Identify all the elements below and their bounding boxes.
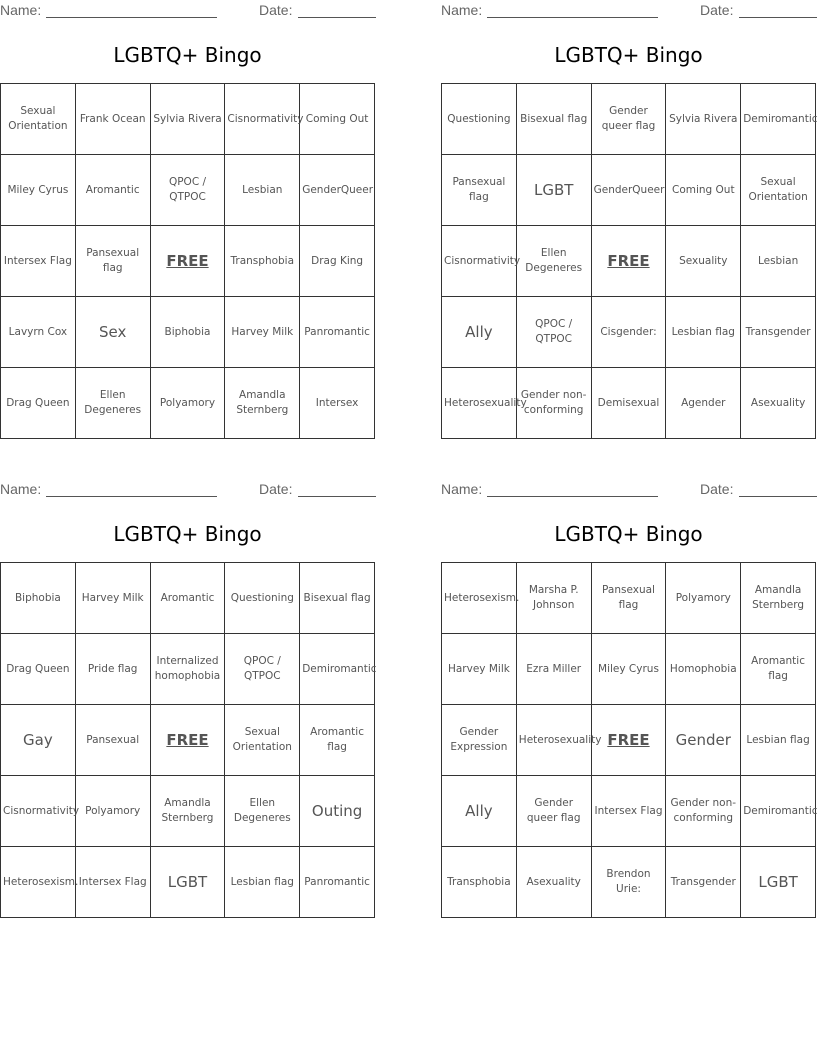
free-space[interactable]: FREE <box>150 226 225 297</box>
bingo-cell[interactable]: Harvey Milk <box>225 297 300 368</box>
bingo-cell[interactable]: Pansexual flag <box>442 155 517 226</box>
free-space[interactable]: FREE <box>150 705 225 776</box>
bingo-cell[interactable]: QPOC / QTPOC <box>225 634 300 705</box>
card-title: LGBTQ+ Bingo <box>554 43 703 67</box>
grid-row <box>1 155 375 226</box>
name-date-line <box>0 481 375 499</box>
name-field[interactable] <box>487 17 658 18</box>
bingo-cell[interactable]: Aromantic flag <box>300 705 375 776</box>
card-title: LGBTQ+ Bingo <box>554 522 703 546</box>
bingo-cell[interactable]: Harvey Milk <box>442 634 517 705</box>
bingo-cell[interactable]: Pride flag <box>75 634 150 705</box>
bingo-cell[interactable]: Ezra Miller <box>516 634 591 705</box>
bingo-cell[interactable]: Amandla Sternberg <box>150 776 225 847</box>
bingo-cell[interactable]: Polyamory <box>666 563 741 634</box>
bingo-cell[interactable]: Gender <box>666 705 741 776</box>
bingo-cell[interactable]: Ally <box>442 776 517 847</box>
name-date-line <box>0 2 375 20</box>
free-space[interactable]: FREE <box>591 226 666 297</box>
bingo-cell[interactable]: Pansexual <box>75 705 150 776</box>
bingo-cell[interactable]: Ellen Degeneres <box>75 368 150 439</box>
name-label: Name: <box>441 481 483 497</box>
grid-row <box>442 776 816 847</box>
bingo-cell[interactable]: Intersex Flag <box>1 226 76 297</box>
bingo-cell[interactable]: Frank Ocean <box>75 84 150 155</box>
bingo-cell[interactable]: QPOC / QTPOC <box>516 297 591 368</box>
grid-row <box>442 226 816 297</box>
bingo-cell[interactable]: Aromantic <box>75 155 150 226</box>
bingo-cell[interactable]: Heterosexuality <box>516 705 591 776</box>
bingo-cell[interactable]: Cisnormativity <box>1 776 76 847</box>
bingo-cell[interactable]: Lavyrn Cox <box>1 297 76 368</box>
bingo-cell[interactable]: GenderQueer <box>591 155 666 226</box>
date-label: Date: <box>700 481 734 497</box>
bingo-cell[interactable]: Bisexual flag <box>300 563 375 634</box>
grid-row <box>1 368 375 439</box>
bingo-grid <box>441 83 816 439</box>
bingo-cell[interactable]: Amandla Sternberg <box>225 368 300 439</box>
grid-row <box>442 847 816 918</box>
free-space[interactable]: FREE <box>591 705 666 776</box>
grid-row <box>1 705 375 776</box>
bingo-cell[interactable]: Questioning <box>442 84 517 155</box>
bingo-cell[interactable]: Demiromantic <box>741 84 816 155</box>
bingo-cell[interactable]: LGBT <box>741 847 816 918</box>
bingo-cell[interactable]: Internalized homophobia <box>150 634 225 705</box>
date-field[interactable] <box>739 17 817 18</box>
bingo-cell[interactable]: Polyamory <box>75 776 150 847</box>
bingo-cell[interactable]: Transphobia <box>225 226 300 297</box>
bingo-cell[interactable]: Panromantic <box>300 297 375 368</box>
bingo-cell[interactable]: Intersex <box>300 368 375 439</box>
date-field[interactable] <box>298 17 376 18</box>
bingo-cell[interactable]: Ellen Degeneres <box>225 776 300 847</box>
bingo-cell[interactable]: Bisexual flag <box>516 84 591 155</box>
card-title: LGBTQ+ Bingo <box>113 43 262 67</box>
bingo-cell[interactable]: Gender queer flag <box>516 776 591 847</box>
name-field[interactable] <box>46 496 217 497</box>
bingo-cell[interactable]: Drag Queen <box>1 368 76 439</box>
name-label: Name: <box>0 2 42 18</box>
bingo-cell[interactable]: Transgender <box>741 297 816 368</box>
grid-row <box>442 84 816 155</box>
bingo-cell[interactable]: Demiromantic <box>300 634 375 705</box>
name-date-line <box>441 2 816 20</box>
bingo-cell[interactable]: Pansexual flag <box>591 563 666 634</box>
grid-row <box>442 155 816 226</box>
bingo-cell[interactable]: Transphobia <box>442 847 517 918</box>
bingo-cell[interactable]: Sylvia Rivera <box>666 84 741 155</box>
bingo-cell[interactable]: Aromantic <box>150 563 225 634</box>
grid-row <box>1 847 375 918</box>
bingo-cell[interactable]: Lesbian <box>225 155 300 226</box>
bingo-cell[interactable]: Gender non-conforming <box>666 776 741 847</box>
bingo-cell[interactable]: Panromantic <box>300 847 375 918</box>
bingo-cell[interactable]: Asexuality <box>516 847 591 918</box>
grid-row <box>442 634 816 705</box>
bingo-cell[interactable]: Lesbian flag <box>741 705 816 776</box>
bingo-cell[interactable]: Ellen Degeneres <box>516 226 591 297</box>
bingo-cell[interactable]: GenderQueer <box>300 155 375 226</box>
bingo-cell[interactable]: Pansexual flag <box>75 226 150 297</box>
bingo-cell[interactable]: Transgender <box>666 847 741 918</box>
date-label: Date: <box>700 2 734 18</box>
bingo-cell[interactable]: Demisexual <box>591 368 666 439</box>
bingo-cell[interactable]: Drag King <box>300 226 375 297</box>
bingo-cell[interactable]: Gender Expression <box>442 705 517 776</box>
name-field[interactable] <box>46 17 217 18</box>
bingo-cell[interactable]: Marsha P. Johnson <box>516 563 591 634</box>
bingo-cell[interactable]: Heterosexism. <box>442 563 517 634</box>
bingo-cell[interactable]: Intersex Flag <box>591 776 666 847</box>
name-label: Name: <box>0 481 42 497</box>
bingo-cell[interactable]: Gender non-conforming <box>516 368 591 439</box>
bingo-cell[interactable]: Heterosexuality <box>442 368 517 439</box>
bingo-cell[interactable]: Lesbian flag <box>666 297 741 368</box>
bingo-cell[interactable]: Lesbian <box>741 226 816 297</box>
bingo-cell[interactable]: Miley Cyrus <box>591 634 666 705</box>
date-label: Date: <box>259 481 293 497</box>
bingo-cell[interactable]: Gender queer flag <box>591 84 666 155</box>
bingo-cell[interactable]: Sexuality <box>666 226 741 297</box>
grid-row <box>1 226 375 297</box>
bingo-cell[interactable]: Gay <box>1 705 76 776</box>
bingo-cell[interactable]: Aromantic flag <box>741 634 816 705</box>
bingo-cell[interactable]: Biphobia <box>1 563 76 634</box>
date-field[interactable] <box>739 496 817 497</box>
grid-row <box>1 634 375 705</box>
bingo-cell[interactable]: Coming Out <box>666 155 741 226</box>
grid-row <box>1 297 375 368</box>
bingo-cell[interactable]: Ally <box>442 297 517 368</box>
bingo-cell[interactable]: Cisnormativity <box>442 226 517 297</box>
bingo-cell[interactable]: Polyamory <box>150 368 225 439</box>
bingo-cell[interactable]: Intersex Flag <box>75 847 150 918</box>
bingo-cell[interactable]: Miley Cyrus <box>1 155 76 226</box>
bingo-cell[interactable]: Heterosexism. <box>1 847 76 918</box>
grid-row <box>1 776 375 847</box>
bingo-grid <box>0 83 375 439</box>
bingo-cell[interactable]: Agender <box>666 368 741 439</box>
bingo-cell[interactable]: Drag Queen <box>1 634 76 705</box>
bingo-cell[interactable]: LGBT <box>150 847 225 918</box>
bingo-cell[interactable]: Sexual Orientation <box>741 155 816 226</box>
bingo-cell[interactable]: Questioning <box>225 563 300 634</box>
bingo-cell[interactable]: Harvey Milk <box>75 563 150 634</box>
name-field[interactable] <box>487 496 658 497</box>
bingo-cell[interactable]: Cisnormativity <box>225 84 300 155</box>
bingo-cell[interactable]: Lesbian flag <box>225 847 300 918</box>
grid-row <box>1 563 375 634</box>
date-field[interactable] <box>298 496 376 497</box>
grid-row <box>442 563 816 634</box>
bingo-cell[interactable]: QPOC / QTPOC <box>150 155 225 226</box>
card-title: LGBTQ+ Bingo <box>113 522 262 546</box>
grid-row <box>1 84 375 155</box>
grid-row <box>442 368 816 439</box>
bingo-cell[interactable]: Coming Out <box>300 84 375 155</box>
name-label: Name: <box>441 2 483 18</box>
bingo-cell[interactable]: Demiromantic <box>741 776 816 847</box>
bingo-cell[interactable]: Outing <box>300 776 375 847</box>
bingo-cell[interactable]: Sexual Orientation <box>225 705 300 776</box>
bingo-cell[interactable]: LGBT <box>516 155 591 226</box>
grid-row <box>442 705 816 776</box>
bingo-grid <box>441 562 816 918</box>
grid-row <box>442 297 816 368</box>
bingo-cell[interactable]: Sexual Orientation <box>1 84 76 155</box>
bingo-cell[interactable]: Asexuality <box>741 368 816 439</box>
name-date-line <box>441 481 816 499</box>
bingo-cell[interactable]: Amandla Sternberg <box>741 563 816 634</box>
date-label: Date: <box>259 2 293 18</box>
bingo-grid <box>0 562 375 918</box>
bingo-cell[interactable]: Sylvia Rivera <box>150 84 225 155</box>
bingo-cell[interactable]: Homophobia <box>666 634 741 705</box>
bingo-cell[interactable]: Cisgender: <box>591 297 666 368</box>
bingo-cell[interactable]: Biphobia <box>150 297 225 368</box>
bingo-cell[interactable]: Brendon Urie: <box>591 847 666 918</box>
bingo-cell[interactable]: Sex <box>75 297 150 368</box>
